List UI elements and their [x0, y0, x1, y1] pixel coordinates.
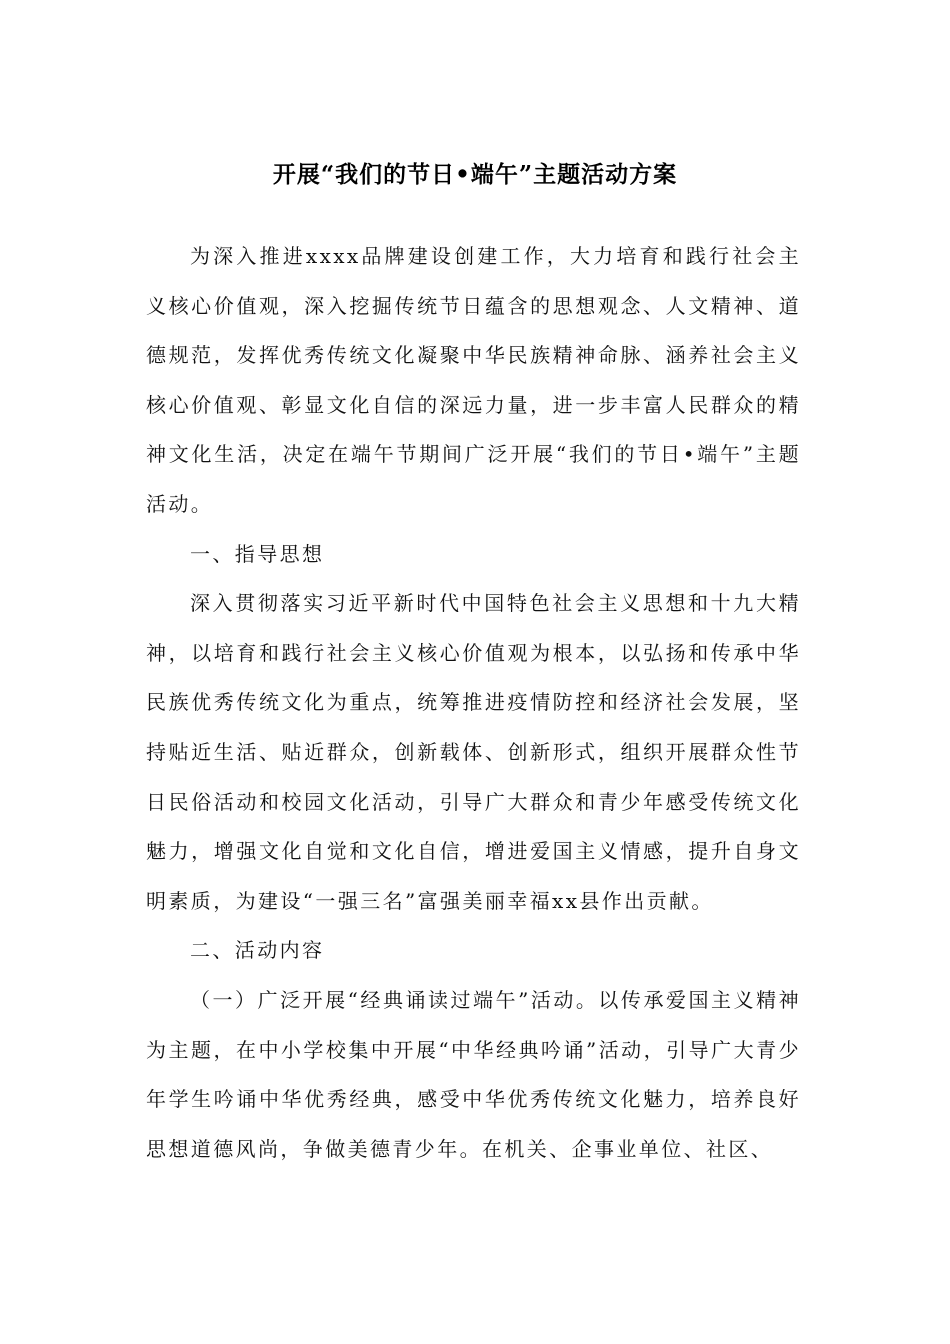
document-body	[146, 232, 801, 1174]
document-title: 开展“我们的节日•端午”主题活动方案	[272, 161, 678, 188]
section-heading-activity-content: 二、活动内容	[190, 938, 325, 963]
section-heading-guiding-thought: 一、指导思想	[190, 541, 325, 566]
intro-paragraph: 为深入推进xxxx品牌建设创建工作，大力培育和践行社会主义核心价值观，深入挖掘传统节日蕴含的思想观念、人文精神、道德规范，发挥优秀传统文化凝聚中华民族精神命脉、涵养社会主义核心价值观、彰显文化自信的深远力量，进一步丰富人民群众的精神文化生活，决定在端午节期间广泛开展“我们的节日•端午”主题活动。	[146, 244, 801, 516]
activity-content-paragraph: （一）广泛开展“经典诵读过端午”活动。以传承爱国主义精神为主题，在中小学校集中开展“中华经典吟诵”活动，引导广大青少年学生吟诵中华优秀经典，感受中华优秀传统文化魅力，培养良好思想道德风尚，争做美德青少年。在机关、企事业单位、社区、	[146, 987, 801, 1161]
guiding-thought-paragraph: 深入贯彻落实习近平新时代中国特色社会主义思想和十九大精神，以培育和践行社会主义核心价值观为根本，以弘扬和传承中华民族优秀传统文化为重点，统筹推进疫情防控和经济社会发展，坚持贴近生活、贴近群众，创新载体、创新形式，组织开展群众性节日民俗活动和校园文化活动，引导广大群众和青少年感受传统文化魅力，增强文化自觉和文化自信，增进爱国主义情感，提升自身文明素质，为建设“一强三名”富强美丽幸福xx县作出贡献。	[146, 591, 801, 913]
